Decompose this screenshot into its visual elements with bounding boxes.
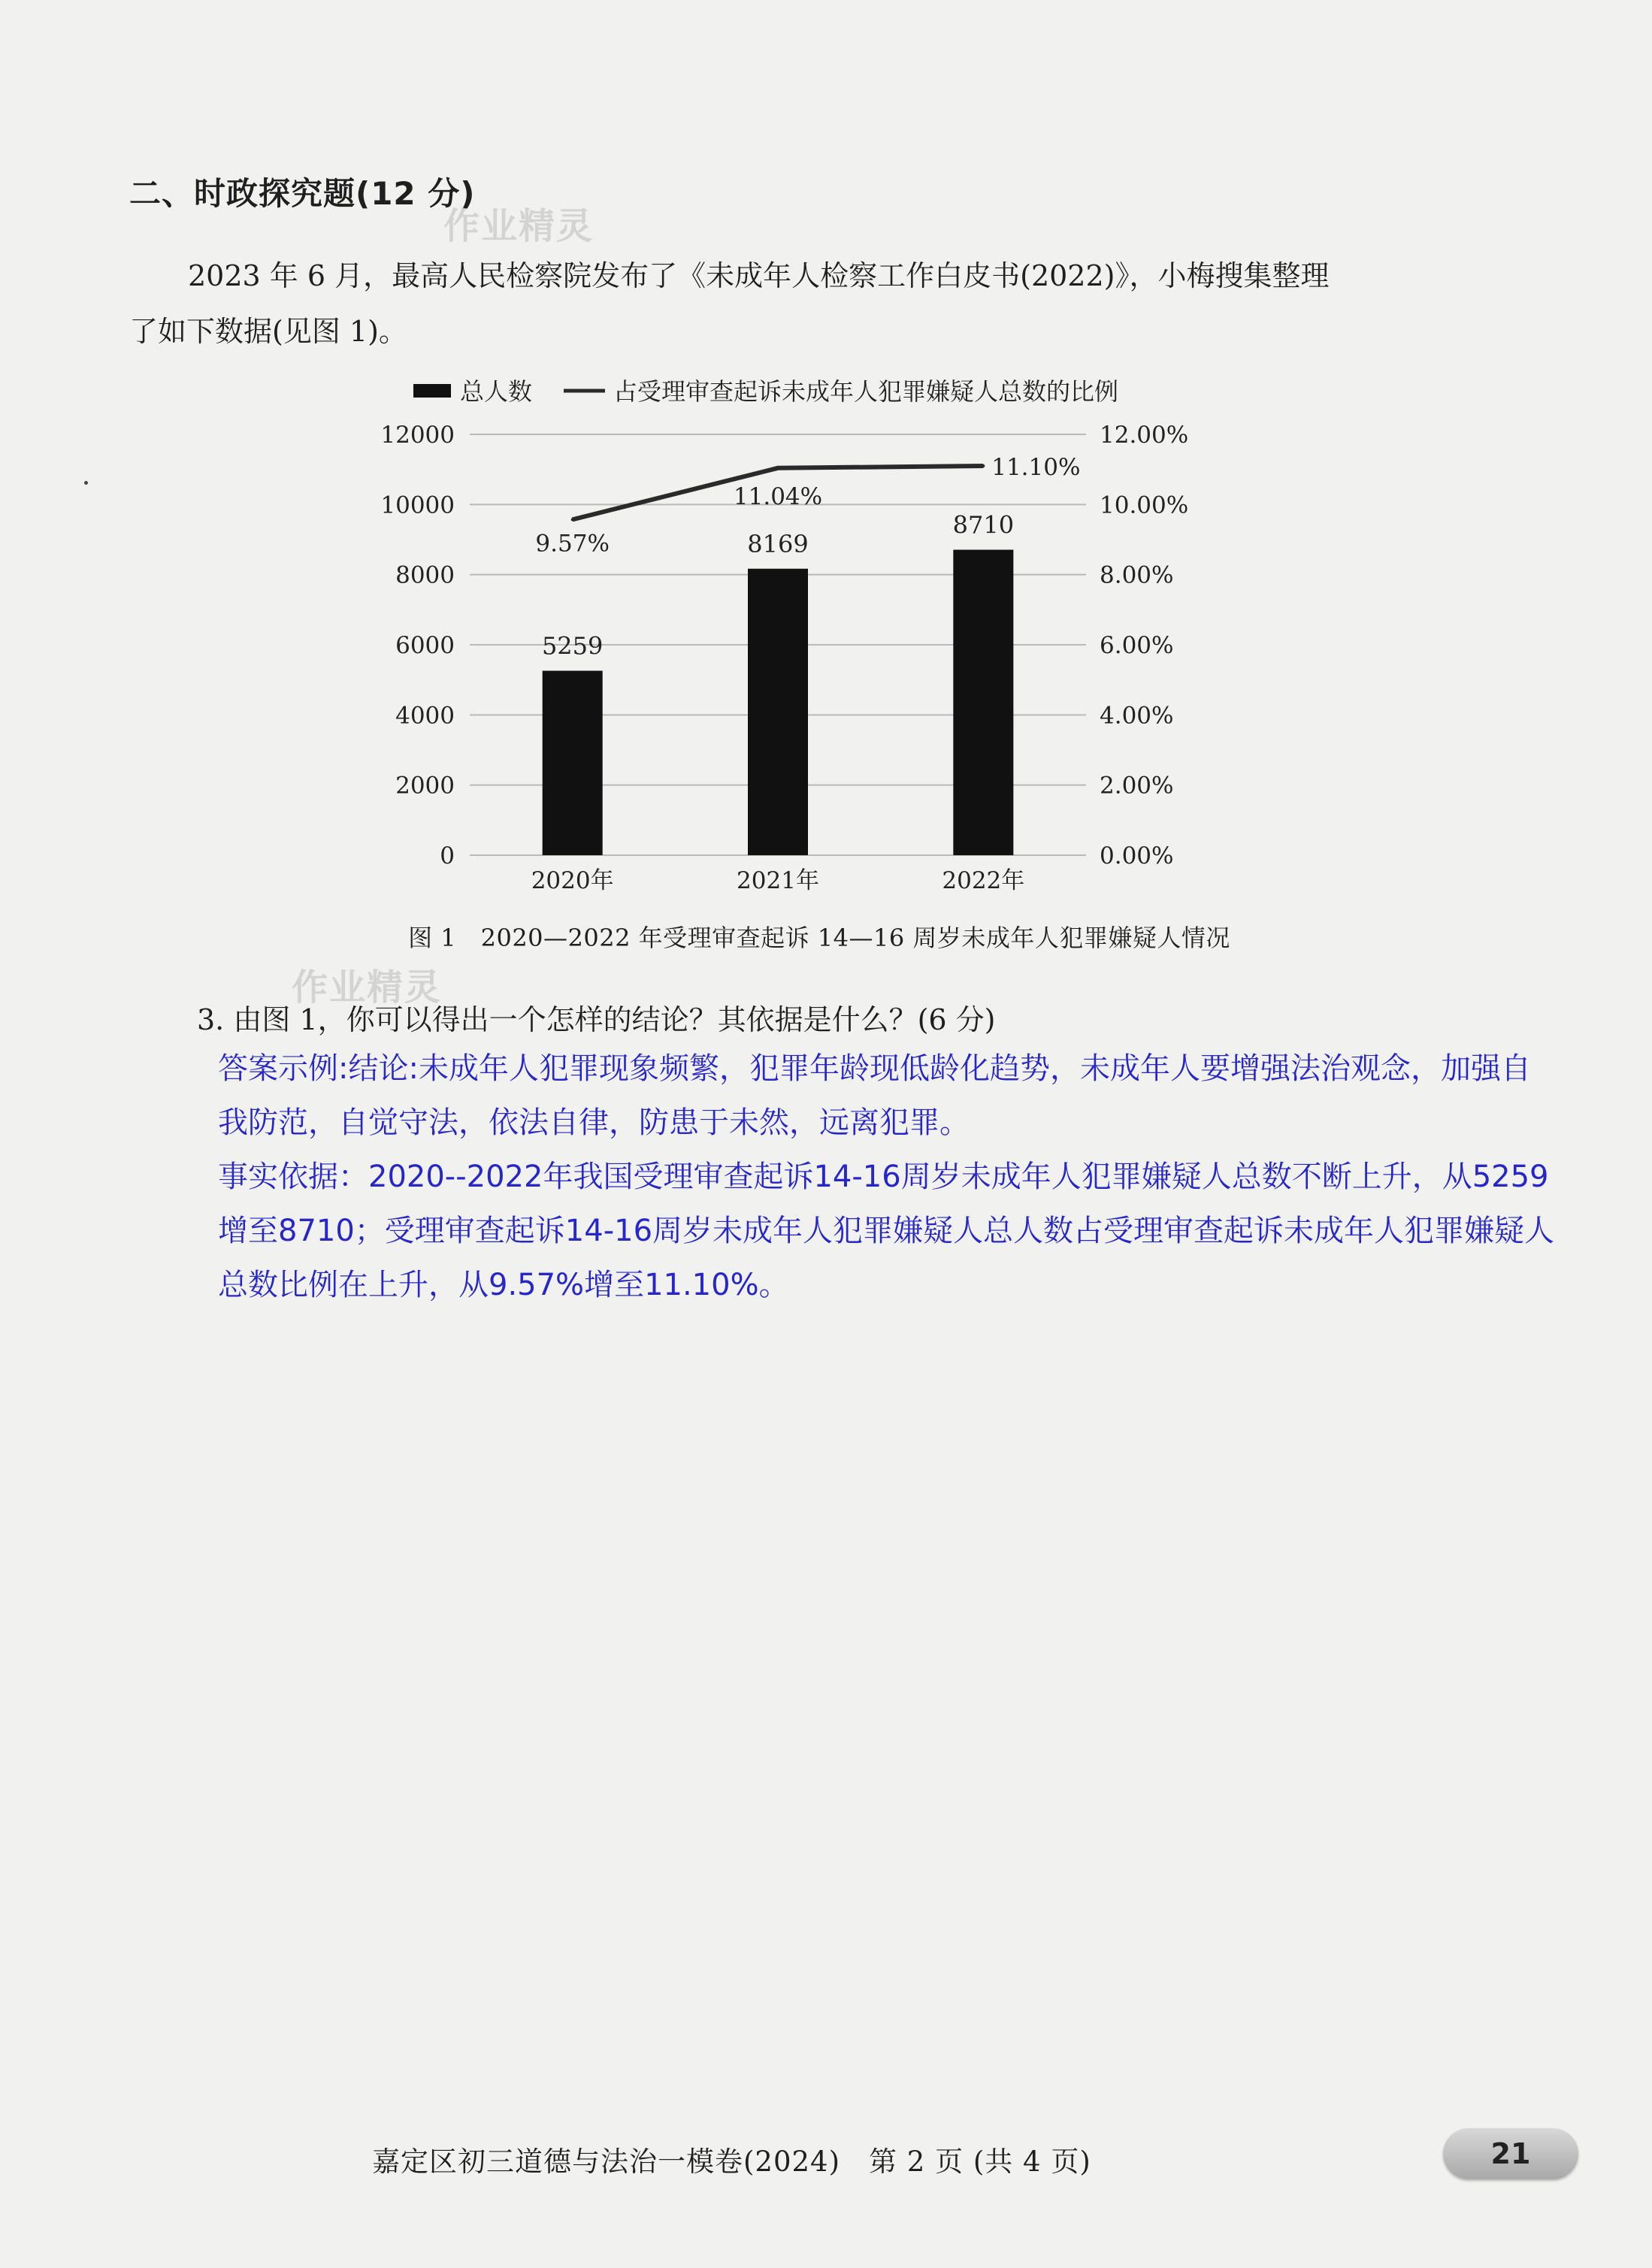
bar-data-label: 5259 (541, 631, 604, 661)
answer-block (218, 1042, 1556, 1312)
line-data-label: 11.04% (733, 482, 823, 510)
line-data-label: 11.10% (991, 454, 1081, 481)
legend-line-label: 占受理审查起诉未成年人犯罪嫌疑人总数的比例 (613, 377, 1119, 406)
answer-basis: 事实依据：2020--2022年我国受理审查起诉14-16周岁未成年人犯罪嫌疑人总数不断上升，从5259增至8710；受理审查起诉14-16周岁未成年人犯罪嫌疑人总人数占受理审查起诉未成年人犯罪嫌疑人总数比例在上升，从9.57%增至11.10%。 (218, 1160, 1555, 1302)
intro-paragraph (129, 248, 1482, 359)
line-data-label: 9.57% (535, 530, 610, 558)
page-number-badge: 21 (1443, 2128, 1578, 2179)
right-axis-tick-label: 2.00% (1100, 772, 1174, 800)
line-point (571, 518, 574, 521)
left-axis-tick-label: 8000 (395, 561, 455, 589)
right-axis-tick-label: 8.00% (1100, 561, 1174, 589)
right-axis-tick-label: 10.00% (1100, 491, 1189, 519)
bar-mark (748, 569, 808, 855)
intro-line: 2023 年 6 月，最高人民检察院发布了《未成年人检察工作白皮书(2022)》，小梅搜集整理 (188, 259, 1330, 292)
left-axis-tick-label: 6000 (395, 632, 455, 659)
intro-line: 了如下数据(见图 1)。 (129, 315, 407, 348)
bar-data-label: 8710 (952, 510, 1015, 540)
legend-bar-label: 总人数 (460, 377, 533, 406)
right-axis-tick-label: 12.00% (1100, 422, 1189, 449)
page-footer: 嘉定区初三道德与法治一模卷(2024) 第 2 页 (共 4 页) (372, 2146, 1091, 2178)
category-tick-label: 2020年 (531, 867, 614, 894)
bar-mark (953, 550, 1013, 855)
left-axis-tick-label: 2000 (395, 772, 455, 800)
watermark-logo: 作业精灵 (292, 966, 443, 1009)
bar-data-label: 8169 (747, 529, 809, 558)
watermark-logo: 作业精灵 (443, 205, 595, 247)
answer-conclusion: 答案示例:结论:未成年人犯罪现象频繁，犯罪年龄现低龄化趋势，未成年人要增强法治观念，加强自我防范，自觉守法，依法自律，防患于未然，远离犯罪。 (218, 1051, 1531, 1140)
category-tick-label: 2021年 (737, 867, 819, 894)
left-axis-tick-label: 4000 (395, 702, 455, 730)
figure-caption: 图 1 2020—2022 年受理审查起诉 14—16 周岁未成年人犯罪嫌疑人情况 (408, 924, 1230, 952)
speck-mark (84, 481, 88, 485)
section-title: 二、时政探究题(12 分) (129, 175, 476, 212)
line-point (776, 467, 779, 470)
line-point (982, 464, 985, 467)
right-axis-tick-label: 4.00% (1100, 702, 1174, 730)
left-axis-tick-label: 10000 (380, 491, 455, 519)
left-axis-tick-label: 0 (440, 842, 455, 869)
figure-1-chart (331, 368, 1308, 909)
legend-bar-swatch (413, 384, 451, 398)
left-axis-tick-label: 12000 (380, 422, 455, 449)
right-axis-tick-label: 6.00% (1100, 632, 1174, 659)
right-axis-tick-label: 0.00% (1100, 842, 1174, 869)
question-3: 3. 由图 1，你可以得出一个怎样的结论？其依据是什么？(6 分) (197, 1003, 996, 1036)
category-tick-label: 2022年 (942, 867, 1025, 894)
bar-mark (543, 671, 603, 855)
